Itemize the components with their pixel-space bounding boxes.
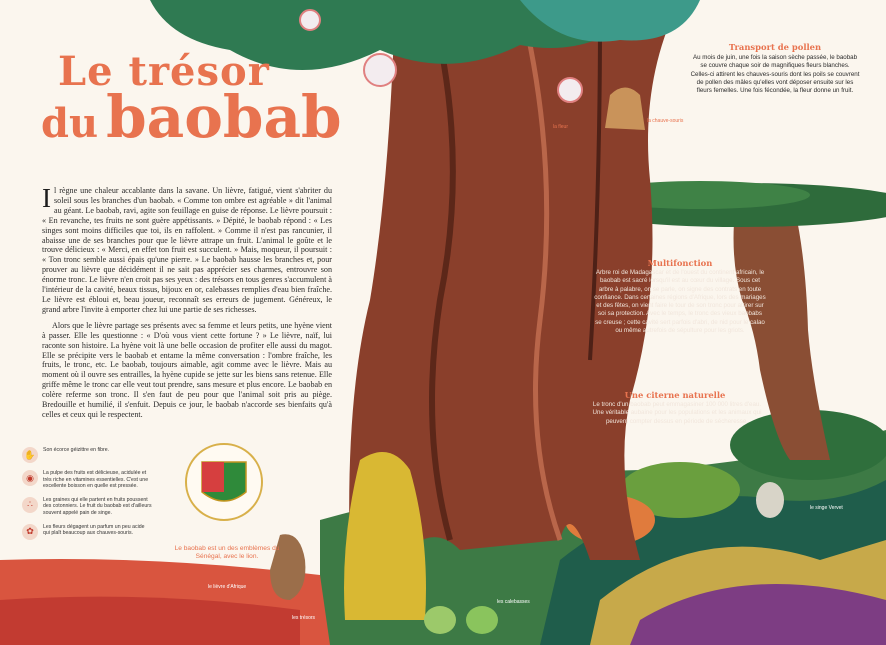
label-tresors: les trésors [292, 615, 316, 621]
legend-item [22, 447, 152, 463]
legend-text: Son écorce géizittre en fibre. [43, 447, 110, 453]
pollen-heading: Transport de pollen [728, 42, 822, 52]
citerne-heading: Une citerne naturelle [624, 390, 726, 400]
seal-caption: Le baobab est un des emblèmes du Sénégal, avec le lion. [174, 545, 280, 561]
label-singe: le singe Vervet [810, 505, 843, 511]
title-du: du [41, 100, 99, 147]
label-lievre: le lièvre d'Afrique [208, 584, 247, 590]
story-paragraph-1: Il règne une chaleur accablante dans la savane. Un lièvre, fatigué, vient s'abriter du soleil sous les branches d'un baobab. « Comme ton ombre est agréable » dit l'animal au géant. Le baobab, ravi, agite son feuillage en guise de réponse. Le lièvre poursuit : « En revanche, tes fruits ne sont guère appétissants. » Dépité, le baobab répond : « Les singes sont moins difficiles que toi, ils en raffolent. » Comme il n'est pas rancunier, il abaisse une de ses branches pour que le lièvre attrape un fruit. L'animal le goûte et le trouve délicieux : « Merci, en effet ton fruit est succulent. » Mais, moqueur, il poursuit : « Ton tronc semble aussi épais qu'une pierre. » Le baobab hausse les branches et, pour prouver au lièvre que décidément il ne sait pas apprécier ses charmes, entrouvre son énorme tronc. Le lièvre n'en croit pas ses yeux : des trésors en tous genres s'accumulent à l'intérieur de la cavité, beaux tissus, bijoux en or, calebasses remplies d'eau bien fraîche. Le lièvre est ébloui et, beau joueur, reconnaît ses erreurs de jugement. Généreux, le grand arbre l'invite à emporter chez lui une partie de ses richesses. [42, 183, 332, 314]
legend-text: La pulpe des fruits est délicieuse, acidulée et très riche en vitamines essentielles. C'est une excellente boisson en quelle est pressée. [43, 470, 149, 490]
story-paragraph-2: Alors que le lièvre partage ses présents avec sa femme et leurs petits, une hyène vient à passer. Elle les questionne : « D'où vous vient cette fortune ? » Le lièvre, naïf, lui raconte son histoire. La hyène voit là une belle occasion de profiter elle aussi du magot. Elle se précipite vers le baobab et entame la même conversation : l'ombre fraîche, les fruits, le tronc, etc. Le baobab, toujours aimable, agit comme avec le lièvre. Mais au moment où il ouvre ses entrailles, la hyène cupide se jette sur les biens sans retenue. Elle griffe même le tronc car elle veut tout prendre, sans mesure et plus encore. Le baobab en colère referme son tronc. Il s'en faut de peu pour que l'animal soit pris au piège. Bredouille et humilié, il s'enfuit. Depuis ce jour, le baobab n'accorde ses bienfaits qu'à celles et ceux qui le respectent. [42, 320, 332, 419]
legend-list [22, 447, 152, 547]
story-text [42, 183, 332, 426]
title-baobab: baobab [106, 83, 342, 151]
legend-text: Les fleurs dégagent un parfum un peu acide qui plaît beaucoup aux chauves-souris. [43, 523, 145, 537]
multi-heading: Multifonction [647, 258, 713, 268]
calabash [424, 606, 456, 634]
label-fleur: la fleur [553, 124, 569, 130]
legend-text: Les graines qui elle partent en fruits poussent des cotonniers. Le fruit du baobab est d'ailleurs souvent appelé pain de singe. [43, 496, 152, 516]
multi-body: Arbre roi de Madagascar et de l'ouest du continent africain, le baobab est sacré lorsqu'il est au cœur du village. Sous cet arbre à palabre, on se parle, on signe des contrats en toute confiance. Dans certaines régions d'Afrique, lors des mariages et des fêtes, on vient faire le tour de son tronc pour attirer sur soi sa protection. Avec le temps, le tronc des vieux baobabs se creuse ; cette cavité sert parfois d'abri, de nid pour le calao ou même autrefois de sépulture pour les griots. [594, 269, 766, 335]
label-chauve-souris: la chauve-souris [647, 118, 684, 124]
flower-icon: ✿ [22, 524, 38, 540]
citerne-body: Le tronc d'un baobab peut emmagasiner 100 000 litres d'eau. Une véritable aubaine pour les populations et les animaux qui peuvent compter dessus en période de sécheresse. [592, 401, 762, 425]
vervet-monkey [756, 482, 784, 518]
hand-icon: ✋ [22, 447, 38, 463]
page-title-line2 [41, 83, 342, 151]
legend-item [22, 470, 152, 490]
legend-item [22, 497, 152, 517]
seeds-icon: ∴ [22, 497, 38, 513]
label-calebasses: les calebasses [497, 599, 530, 605]
page-title-line1: Le trésor [58, 48, 270, 95]
pollen-body: Au mois de juin, une fois la saison sèche passée, le baobab se couvre chaque soir de magnifiques fleurs blanches. Celles-ci attirent les chauves-souris dont les poils se couvrent de pollen des mâles qu'elles vont déposer ensuite sur les fleurs femelles. Une fois fécondée, la fleur donne un fruit. [690, 54, 860, 95]
legend-item [22, 524, 152, 540]
baobab-flower [364, 54, 396, 86]
lips-icon: ◉ [22, 470, 38, 486]
